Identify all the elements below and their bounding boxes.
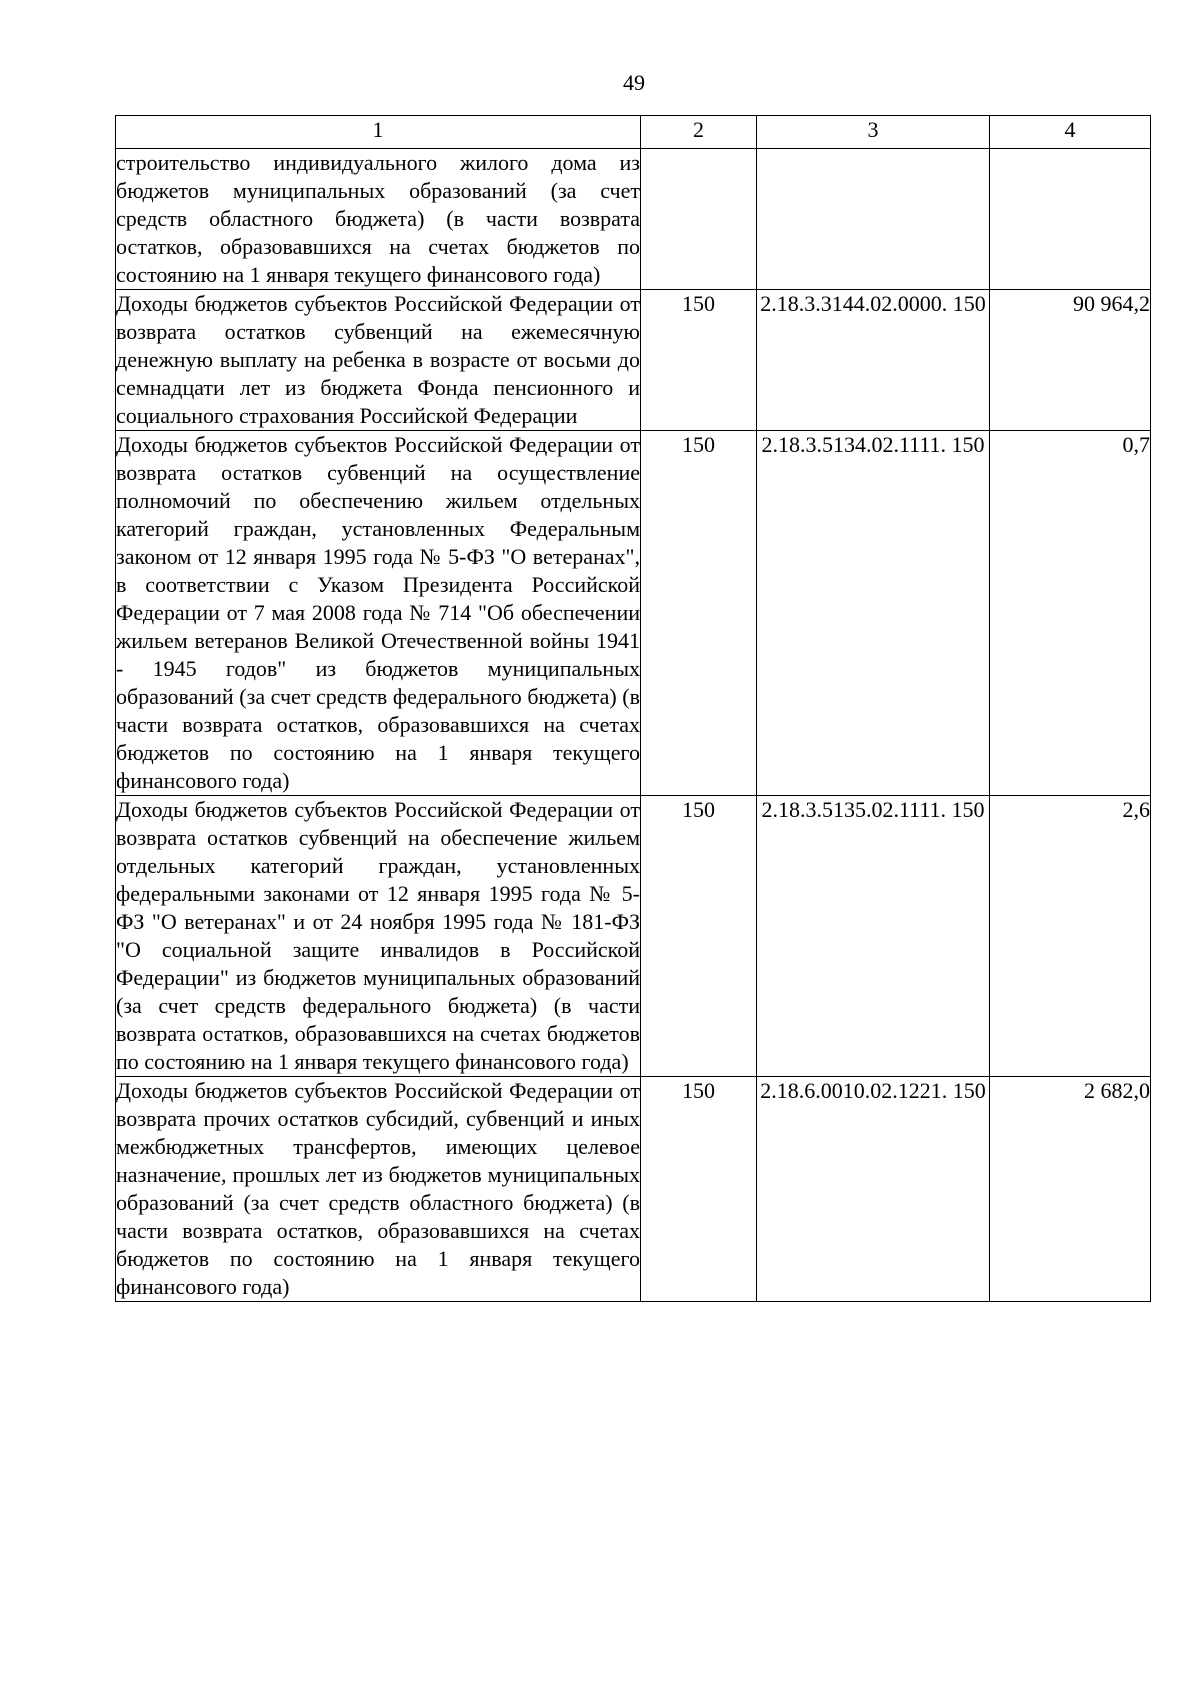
revenue-name-cell: Доходы бюджетов субъектов Российской Федерации от возврата прочих остатков субсидий, субвенций и иных межбюджетных трансфертов, имеющих целевое назначение, прошлых лет из бюджетов муниципальных образований (за счет средств областного бюджета) (в части возврата остатков, образовавшихся на счетах бюджетов по состоянию на 1 января текущего финансового года)	[116, 1077, 641, 1302]
kbk-cell: 2.18.6.0010.02.1221. 150	[757, 1077, 990, 1302]
amount-cell: 2 682,0	[990, 1077, 1151, 1302]
code-cell: 150	[641, 1077, 757, 1302]
column-header-3: 3	[757, 116, 990, 149]
amount-cell: 90 964,2	[990, 290, 1151, 431]
revenue-name-cell: Доходы бюджетов субъектов Российской Федерации от возврата остатков субвенций на обеспечение жильем отдельных категорий граждан, установленных федеральными законами от 12 января 1995 года № 5-ФЗ "О ветеранах" и от 24 ноября 1995 года № 181-ФЗ "О социальной защите инвалидов в Российской Федерации" из бюджетов муниципальных образований (за счет средств федерального бюджета) (в части возврата остатков, образовавшихся на счетах бюджетов по состоянию на 1 января текущего финансового года)	[116, 796, 641, 1077]
code-cell: 150	[641, 431, 757, 796]
column-header-1: 1	[116, 116, 641, 149]
code-cell: 150	[641, 796, 757, 1077]
column-header-2: 2	[641, 116, 757, 149]
revenue-name-cell: Доходы бюджетов субъектов Российской Федерации от возврата остатков субвенций на осуществление полномочий по обеспечению жильем отдельных категорий граждан, установленных Федеральным законом от 12 января 1995 года № 5-ФЗ "О ветеранах", в соответствии с Указом Президента Российской Федерации от 7 мая 2008 года № 714 "Об обеспечении жильем ветеранов Великой Отечественной войны 1941 - 1945 годов" из бюджетов муниципальных образований (за счет средств федерального бюджета) (в части возврата остатков, образовавшихся на счетах бюджетов по состоянию на 1 января текущего финансового года)	[116, 431, 641, 796]
table-row	[116, 1077, 1151, 1302]
table-row	[116, 431, 1151, 796]
revenue-name-cell: Доходы бюджетов субъектов Российской Федерации от возврата остатков субвенций на ежемесячную денежную выплату на ребенка в возрасте от восьми до семнадцати лет из бюджета Фонда пенсионного и социального страхования Российской Федерации	[116, 290, 641, 431]
kbk-cell: 2.18.3.3144.02.0000. 150	[757, 290, 990, 431]
budget-revenue-table	[115, 115, 1151, 1302]
page-number: 49	[623, 70, 645, 95]
revenue-name-cell: строительство индивидуального жилого дома из бюджетов муниципальных образований (за счет средств областного бюджета) (в части возврата остатков, образовавшихся на счетах бюджетов по состоянию на 1 января текущего финансового года)	[116, 149, 641, 290]
column-header-4: 4	[990, 116, 1151, 149]
table-row	[116, 149, 1151, 290]
amount-cell: 2,6	[990, 796, 1151, 1077]
kbk-cell: 2.18.3.5135.02.1111. 150	[757, 796, 990, 1077]
amount-cell	[990, 149, 1151, 290]
kbk-cell: 2.18.3.5134.02.1111. 150	[757, 431, 990, 796]
table-row	[116, 290, 1151, 431]
code-cell	[641, 149, 757, 290]
amount-cell: 0,7	[990, 431, 1151, 796]
table-header-row	[116, 116, 1151, 149]
table-row	[116, 796, 1151, 1077]
code-cell: 150	[641, 290, 757, 431]
kbk-cell	[757, 149, 990, 290]
